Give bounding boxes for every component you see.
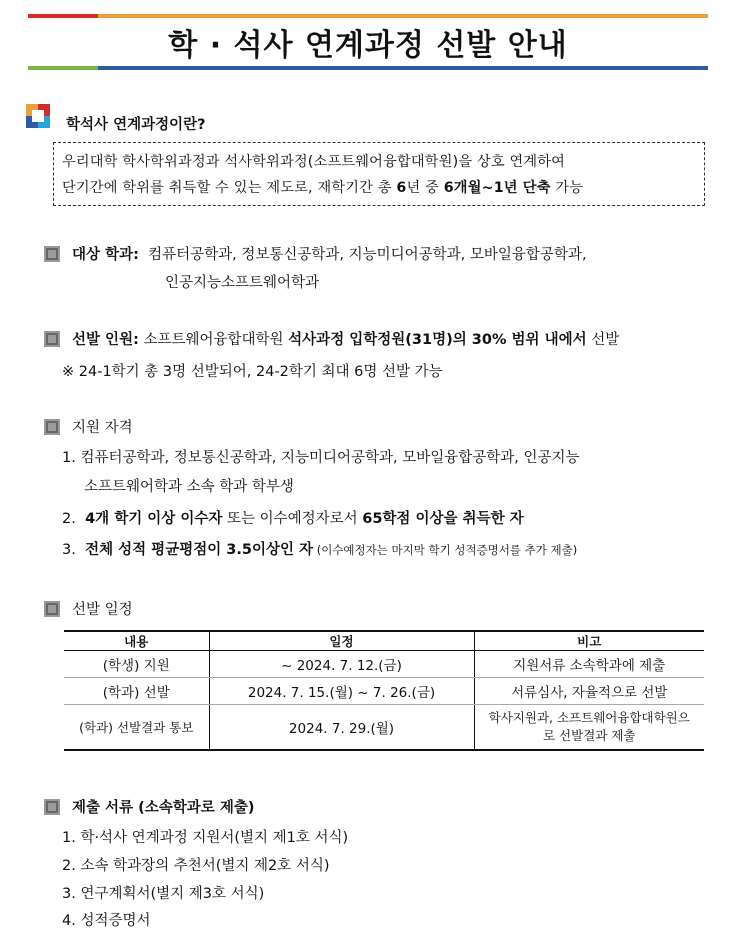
dept-line-1 [72, 243, 587, 264]
intro-line-2-pre: 단기간에 학위를 취득할 수 있는 제도로, 재학기간 총 [62, 180, 397, 196]
quota-bold: 석사과정 입학정원(31명)의 30% 범위 내에서 [288, 332, 587, 348]
qual-item-2-bold-1: 4개 학기 이상 이수자 [85, 511, 223, 527]
table-row [64, 678, 704, 705]
table-row [64, 651, 704, 678]
top-bar-orange [98, 14, 708, 18]
quota-label: 선발 인원: [72, 332, 139, 348]
qual-heading: 지원 자격 [72, 420, 133, 436]
intro-line-2 [62, 175, 696, 201]
qual-item-3 [62, 538, 577, 559]
bottom-color-bar [28, 66, 708, 70]
qual-item-2-bold-2: 65학점 이상을 취득한 자 [362, 511, 524, 527]
intro-line-2-mid: 년 중 [406, 180, 444, 196]
intro-box [53, 142, 705, 206]
schedule-header-row [64, 631, 704, 651]
table-row [64, 705, 704, 751]
quota-note: ※ 24-1학기 총 3명 선발되어, 24-2학기 최대 6명 선발 가능 [62, 364, 443, 380]
dept-label: 대상 학과: [72, 247, 139, 263]
schedule-cell: 지원서류 소속학과에 제출 [474, 651, 704, 678]
bullet-square-icon [44, 799, 60, 815]
intro-line-2-post: 가능 [550, 180, 584, 196]
quota-line [72, 328, 619, 349]
schedule-cell: ~ 2024. 7. 12.(금) [209, 651, 474, 678]
docs-item-2: 2. 소속 학과장의 추천서(별지 제2호 서식) [62, 858, 330, 874]
schedule-cell: 서류심사, 자율적으로 선발 [474, 678, 704, 705]
qual-item-3-note: (이수예정자는 마지막 학기 성적증명서를 추가 제출) [313, 543, 578, 557]
dept-line-2: 인공지능소프트웨어학과 [165, 275, 320, 291]
schedule-cell: (학생) 지원 [64, 651, 209, 678]
qual-item-3-bold: 전체 성적 평균평점이 3.5이상인 자 [85, 542, 314, 558]
schedule-cell: 2024. 7. 29.(월) [209, 705, 474, 751]
intro-line-2-bold-1: 6 [396, 180, 407, 196]
qual-item-2-num: 2. [62, 511, 76, 527]
schedule-header-date: 일정 [209, 631, 474, 651]
docs-item-4: 4. 성적증명서 [62, 913, 151, 929]
bullet-square-icon [44, 601, 60, 617]
schedule-cell: (학과) 선발결과 통보 [64, 705, 209, 751]
quota-post: 선발 [586, 332, 620, 348]
schedule-header-note: 비고 [474, 631, 704, 651]
qual-item-1b: 소프트웨어학과 소속 학과 학부생 [84, 479, 294, 495]
bullet-square-icon [44, 419, 60, 435]
qual-item-2-mid: 또는 이수예정자로서 [222, 511, 363, 527]
intro-line-1: 우리대학 학사학위과정과 석사학위과정(소프트웨어융합대학원)을 상호 연계하여 [62, 154, 566, 170]
schedule-heading: 선발 일정 [72, 602, 133, 618]
qual-item-2 [62, 507, 524, 528]
top-color-bar [28, 14, 708, 18]
page-title: 학 · 석사 연계과정 선발 안내 [168, 28, 568, 63]
schedule-cell: (학과) 선발 [64, 678, 209, 705]
docs-item-1: 1. 학·석사 연계과정 지원서(별지 제1호 서식) [62, 830, 349, 846]
section-logo-icon [24, 100, 54, 130]
intro-heading: 학석사 연계과정이란? [66, 117, 206, 133]
docs-heading: 제출 서류 (소속학과로 제출) [72, 800, 255, 816]
quota-pre: 소프트웨어융합대학원 [143, 332, 289, 348]
bullet-square-icon [44, 246, 60, 262]
intro-line-2-bold-2: 6개월~1년 단축 [443, 180, 551, 196]
schedule-cell: 학사지원과, 소프트웨어융합대학원으로 선발결과 제출 [474, 705, 704, 751]
schedule-table [64, 630, 704, 751]
bullet-square-icon [44, 331, 60, 347]
bottom-bar-blue [98, 66, 708, 70]
schedule-cell: 2024. 7. 15.(월) ~ 7. 26.(금) [209, 678, 474, 705]
dept-text-1: 컴퓨터공학과, 정보통신공학과, 지능미디어공학과, 모바일융합공학과, [148, 247, 587, 263]
top-bar-red [28, 14, 98, 18]
qual-item-3-num: 3. [62, 542, 76, 558]
docs-item-3: 3. 연구계획서(별지 제3호 서식) [62, 886, 265, 902]
bottom-bar-green [28, 66, 98, 70]
qual-item-1a: 1. 컴퓨터공학과, 정보통신공학과, 지능미디어공학과, 모바일융합공학과, 인공지능 [62, 450, 580, 466]
schedule-header-content: 내용 [64, 631, 209, 651]
